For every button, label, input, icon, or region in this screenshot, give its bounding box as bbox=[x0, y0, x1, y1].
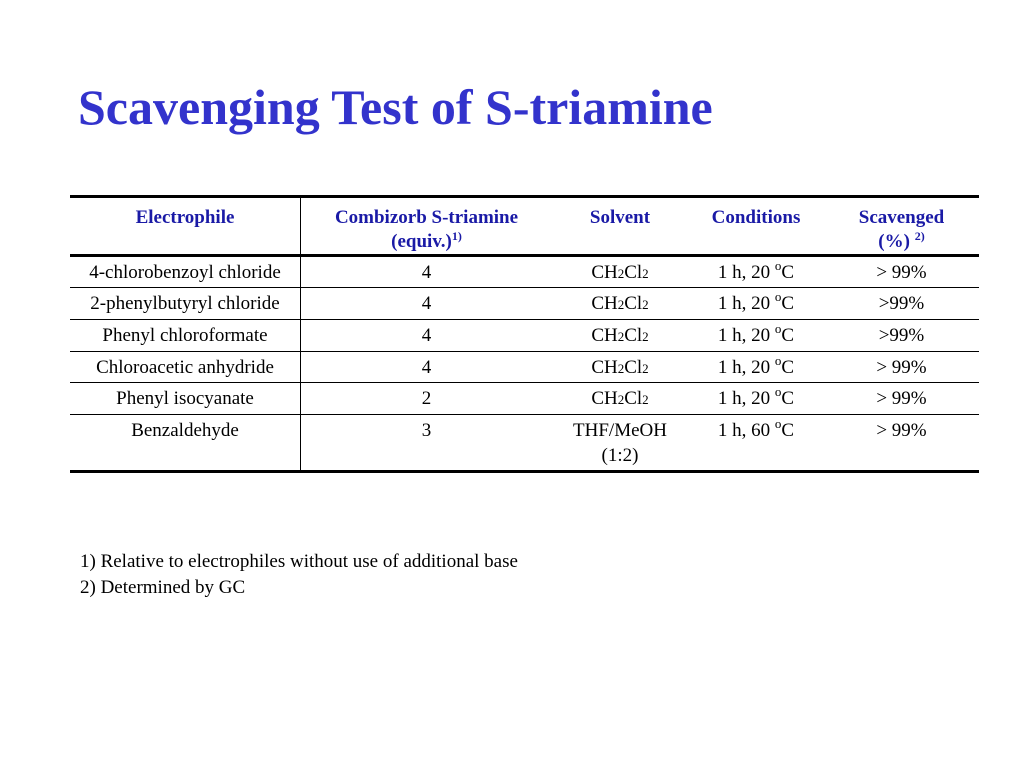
table-header-row bbox=[70, 197, 979, 256]
scavenging-results-table bbox=[70, 195, 979, 473]
degree-symbol: o bbox=[774, 289, 782, 305]
cell-conditions bbox=[688, 351, 824, 383]
conditions-unit: C bbox=[781, 419, 795, 441]
degree-symbol: o bbox=[774, 384, 782, 400]
cell-scavenged: > 99% bbox=[876, 419, 927, 441]
header-amount bbox=[301, 197, 553, 256]
conditions-temperature: 1 h, 20 bbox=[717, 324, 775, 346]
header-electrophile-label: Electrophile bbox=[135, 207, 235, 228]
header-scavenged-footnote-ref: 2) bbox=[914, 228, 925, 243]
cell-equiv: 4 bbox=[421, 324, 432, 346]
cell-conditions bbox=[688, 288, 824, 320]
conditions-unit: C bbox=[781, 388, 795, 410]
results-table-container bbox=[70, 195, 945, 473]
cell-solvent: CH2Cl2 bbox=[591, 324, 649, 346]
header-amount-line1: Combizorb S-triamine bbox=[334, 207, 519, 228]
conditions-unit: C bbox=[781, 293, 795, 315]
table-body bbox=[70, 255, 979, 472]
slide-title: Scavenging Test of S-triamine bbox=[78, 79, 713, 135]
conditions-temperature: 1 h, 20 bbox=[717, 388, 775, 410]
conditions-temperature: 1 h, 60 bbox=[717, 419, 775, 441]
conditions-temperature: 1 h, 20 bbox=[717, 293, 775, 315]
cell-equiv: 3 bbox=[421, 419, 432, 441]
cell-electrophile: 4-chlorobenzoyl chloride bbox=[70, 255, 301, 288]
cell-conditions bbox=[688, 383, 824, 415]
table-row bbox=[70, 288, 979, 320]
header-scavenged bbox=[824, 197, 979, 256]
cell-electrophile: Phenyl isocyanate bbox=[70, 383, 301, 415]
conditions-temperature: 1 h, 20 bbox=[717, 261, 775, 283]
cell-solvent: CH2Cl2 bbox=[591, 261, 649, 283]
conditions-temperature: 1 h, 20 bbox=[717, 356, 775, 378]
cell-equiv: 4 bbox=[421, 261, 432, 283]
cell-equiv: 2 bbox=[421, 388, 432, 410]
cell-scavenged: > 99% bbox=[876, 261, 927, 283]
cell-scavenged: > 99% bbox=[876, 388, 927, 410]
cell-conditions bbox=[688, 319, 824, 351]
cell-equiv: 4 bbox=[421, 293, 432, 315]
header-electrophile bbox=[70, 197, 301, 256]
conditions-unit: C bbox=[781, 324, 795, 346]
footnote-1: 1) Relative to electrophiles without use of additional base bbox=[80, 551, 518, 572]
header-conditions bbox=[688, 197, 824, 256]
table-row bbox=[70, 383, 979, 415]
table-row bbox=[70, 414, 979, 471]
header-solvent bbox=[552, 197, 688, 256]
cell-electrophile: Chloroacetic anhydride bbox=[70, 351, 301, 383]
degree-symbol: o bbox=[774, 257, 782, 273]
header-amount-line2: (equiv.) bbox=[391, 230, 452, 252]
header-solvent-label: Solvent bbox=[589, 207, 651, 228]
cell-solvent: CH2Cl2 bbox=[591, 388, 649, 410]
cell-electrophile: 2-phenylbutyryl chloride bbox=[70, 288, 301, 320]
footnotes bbox=[80, 549, 518, 600]
table-row bbox=[70, 255, 979, 288]
conditions-unit: C bbox=[781, 356, 795, 378]
table-row bbox=[70, 319, 979, 351]
cell-solvent: THF/MeOH (1:2) bbox=[573, 419, 667, 466]
cell-equiv: 4 bbox=[421, 356, 432, 378]
cell-conditions bbox=[688, 255, 824, 288]
cell-scavenged: >99% bbox=[878, 324, 925, 346]
cell-electrophile: Phenyl chloroformate bbox=[70, 319, 301, 351]
header-amount-footnote-ref: 1) bbox=[451, 228, 462, 243]
table-row bbox=[70, 351, 979, 383]
degree-symbol: o bbox=[774, 352, 782, 368]
cell-solvent: CH2Cl2 bbox=[591, 356, 649, 378]
footnote-2: 2) Determined by GC bbox=[80, 576, 246, 598]
cell-conditions bbox=[688, 414, 824, 471]
header-scavenged-line2: (%) bbox=[878, 230, 910, 252]
degree-symbol: o bbox=[774, 320, 782, 336]
conditions-unit: C bbox=[781, 261, 795, 283]
cell-scavenged: > 99% bbox=[876, 356, 927, 378]
header-scavenged-line1: Scavenged bbox=[858, 207, 945, 228]
cell-electrophile: Benzaldehyde bbox=[70, 414, 301, 471]
cell-solvent: CH2Cl2 bbox=[591, 293, 649, 315]
header-conditions-label: Conditions bbox=[711, 207, 801, 228]
degree-symbol: o bbox=[774, 415, 782, 431]
cell-scavenged: >99% bbox=[878, 293, 925, 315]
